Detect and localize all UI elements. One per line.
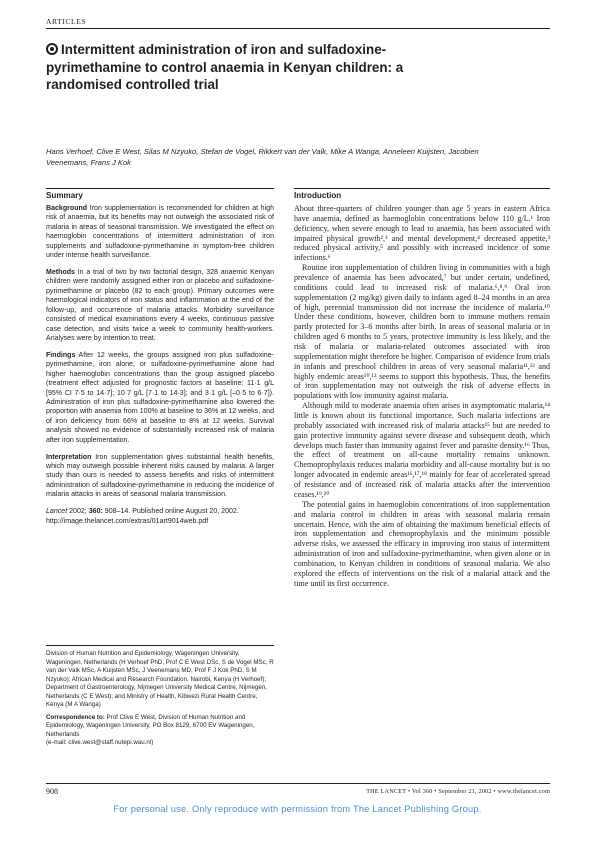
summary-findings bbox=[46, 351, 274, 445]
citation-pages: 908–14. Published online August 20, 2002. bbox=[102, 508, 239, 516]
citation-url-link[interactable]: http://image.thelancet.com/extras/01art9014web.pdf bbox=[46, 517, 209, 525]
article-title bbox=[46, 41, 466, 94]
intro-paragraph: Routine iron supplementation of children living in communities with a high prevalence of anaemia has been advocated,⁷ but under certain, undefined, conditions could lead to increased risk of malaria.⁶,⁸,⁹ Oral iron supplementation (2 mg/kg) given daily to infants aged 8–24 months in an area of high, perennial transmission did not increase the incidence of malaria.¹⁰ Under these conditions, however, children born to immune mothers remain partly protected for 3–6 months after birth. In areas of seasonal malaria or in children aged 6 months to 5 years, protective immunity is less likely, and the risk of malaria or malaria-related outcomes associated with iron supplementation might therefore be higher. Comparison of evidence from trials in infants and preschool children in areas of very seasonal malaria¹¹,¹² and highly endemic areas¹⁰,¹³ seems to support this hypothesis. Thus, the benefits of iron supplementation may not outweigh the risk of adverse effects in populations with low immunity against malaria. bbox=[294, 263, 550, 401]
citation-journal: Lancet bbox=[46, 508, 68, 516]
correspondence bbox=[46, 714, 274, 748]
introduction-heading: Introduction bbox=[294, 188, 550, 204]
introduction-column bbox=[294, 188, 550, 589]
citation-volume: 360: bbox=[88, 508, 103, 516]
intro-paragraph: About three-quarters of children younger than age 5 years in eastern Africa have anaemia, defined as haemoglobin concentrations below 110 g/L.¹ Iron deficiency, when severe enough to lead to anaemia, has been associated with impaired physical growth²,³ and mental development,⁴ decreased appetite,³ reduced physical activity,⁵ and possibly with increased incidence of some infections.⁶ bbox=[294, 204, 550, 263]
affiliations-block bbox=[46, 645, 274, 752]
web-extra-icon bbox=[46, 43, 58, 55]
findings-text: After 12 weeks, the groups assigned iron plus sulfadoxine-pyrimethamine, iron alone, or sulfadoxine-pyrimethamine alone had higher haemoglobin concentrations than the group assigned placebo (treatment effect adjusted for prognostic factors at baseline: 11·1 g/L [95% CI 7·5 to 14·7]; 10·7 g/L [7·1 to 14·3]; and 3·1 g/L [–0·5 to 6·7]). Administration of iron plus sulfadoxine-pyrimethamine also lowered the proportion with anaemia from 100% at baseline to 36% at 12 weeks, and of iron deficiency from 66% at baseline to 8% at 12 weeks. Survival analysis showed no evidence of substantially increased risk of malaria after iron supplementation. bbox=[46, 351, 274, 444]
citation bbox=[46, 507, 274, 526]
author-list: Hans Verhoef, Clive E West, Silas M Nzyuko, Stefan de Vogel, Rikkert van der Valk, Mike A Wanga, Anneleen Kuijsten, Jacobien Veenemans, Frans J Kok bbox=[46, 147, 479, 167]
background-label: Background bbox=[46, 205, 88, 212]
correspondence-label: Correspondence to: bbox=[46, 713, 105, 721]
permission-notice: For personal use. Only reproduce with permission from The Lancet Publishing Group. bbox=[113, 804, 482, 814]
summary-methods bbox=[46, 268, 274, 343]
article-title-text: Intermittent administration of iron and sulfadoxine-pyrimethamine to control anaemia in Kenyan children: a randomised controlled trial bbox=[46, 42, 404, 92]
affiliations-text: Division of Human Nutrition and Epidemiology, Wageningen University, Wageningen, Netherlands (H Verhoef PhD, Prof C E West DSc, S de Vogel MSc, R van der Valk MSc, A Kuijsten MSc, J Veenemans MD, Prof F J Kok PhD, S M Nzyuko); African Medical and Research Foundation, Nairobi, Kenya (H Verhoef); Department of Gastroenterology, Nijmegen University Medical Centre, Nijmegen, Netherlands (C E West); and Ministry of Health, Kibwezi Rural Health Centre, Kenya (M A Wanga) bbox=[46, 650, 274, 708]
bottom-rule bbox=[46, 783, 550, 784]
interpretation-text: Iron supplementation gives substantial health benefits, which may outweigh possible inherent risks caused by malaria. A larger study than ours is needed to assess benefits and risks of intermittent administration of sulfadoxine-pyrimethamine in reducing the incidence of malaria attacks in areas of seasonal malaria transmission. bbox=[46, 453, 274, 499]
journal-footer: THE LANCET • Vol 360 • September 21, 2002 • www.thelancet.com bbox=[366, 788, 550, 795]
methods-label: Methods bbox=[46, 269, 75, 277]
summary-column bbox=[46, 188, 274, 534]
background-text: Iron supplementation is recommended for children at high risk of anaemia, but its benefits may not outweigh the associated risk of malaria in areas of seasonal transmission. We investigated the effect on haemoglobin concentrations of intermittent administration of iron supplements and sulfadoxine-pyrimethamine in symptom-free children under intense health surveillance. bbox=[46, 205, 275, 260]
interpretation-label: Interpretation bbox=[46, 453, 92, 461]
page-number: 908 bbox=[46, 787, 58, 796]
citation-year: 2002; bbox=[67, 508, 89, 516]
summary-background bbox=[46, 204, 274, 261]
correspondence-text: Prof Clive E West, Division of Human Nutrition and Epidemiology, Wageningen University, PO Box 8129, 6700 EV Wageningen, Netherlands bbox=[46, 713, 255, 738]
intro-paragraph: Although mild to moderate anaemia often arises in asymptomatic malaria,¹⁴ little is known about its functional importance. Such malaria infections are probably associated with increased risk of malaria attacks¹⁵ but are needed to gain protective immunity against severe disease and subsequent death, which develops much faster than immunity against fever and parasite density.¹⁶ Thus, the effect of treatment on all-cause mortality remains unknown. Chemoprophylaxis reduces malaria morbidity and all-cause mortality but is no longer advocated in endemic areas¹⁶,¹⁷,¹⁸ mainly for fear of accelerated spread of resistance and of increased risk of malaria attacks after the intervention ceases.¹⁹,²⁰ bbox=[294, 401, 550, 499]
correspondence-email[interactable]: (e-mail: clive.west@staff.nutepi.wau.nl) bbox=[46, 739, 154, 746]
section-label: ARTICLES bbox=[46, 17, 87, 26]
methods-text: In a trial of two by two factorial design, 328 anaemic Kenyan children were randomly assigned either iron or placebo and sulfadoxine-pyrimethamine or placebo (82 to each group). Primary outcomes were haemological indicators of iron status and inflammation at the end of the follow-up, and occurrence of malaria attacks. Morbidity surveillance consisted of medical examinations every 4 weeks, continuous passive case detection, and visits twice a week to community health-workers. Analyses were by intention to treat. bbox=[46, 269, 274, 342]
findings-label: Findings bbox=[46, 351, 76, 359]
top-rule bbox=[46, 28, 550, 29]
summary-heading: Summary bbox=[46, 188, 274, 204]
intro-paragraph: The potential gains in haemoglobin concentrations of iron supplementation and malaria control in children in areas with seasonal malaria remain uncertain. Hence, with the aim of obtaining the maximum beneficial effects of iron supplementation and chemoprophylaxis and the minimum possible adverse risks, we assessed the efficacy in improving iron status of intermittent administration of iron and sulfadoxine-pyrimethamine, when given alone or in combination, to Kenyan children in conditions of seasonal malaria. We also explored the effects of interventions on the risk of a malarial attack and the time until its first occurrence. bbox=[294, 499, 550, 588]
summary-interpretation bbox=[46, 453, 274, 500]
